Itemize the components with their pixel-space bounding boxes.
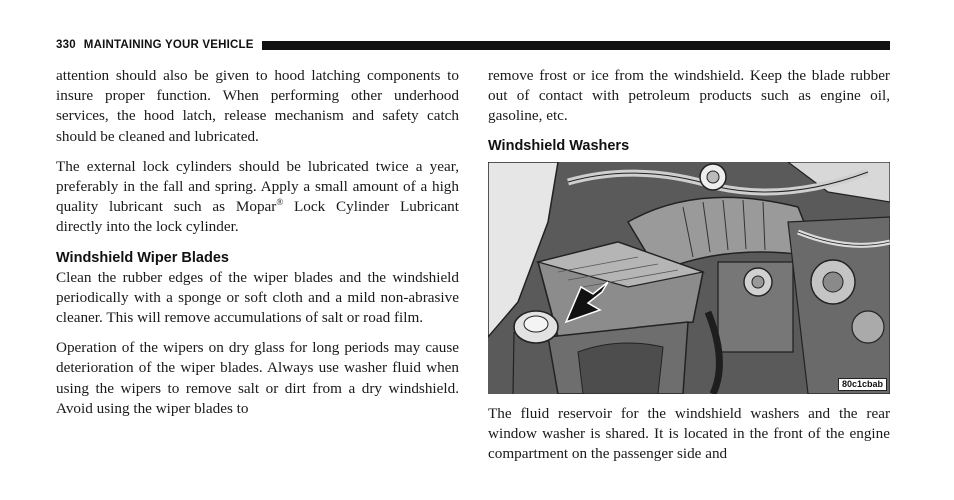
wiper-clean-paragraph: Clean the rubber edges of the wiper blades and the windshield periodically with a sponge or soft cloth and a mild non-abrasive cleaner. This will remove accumulations of salt or road film. (56, 268, 459, 327)
frost-paragraph: remove frost or ice from the windshield. Keep the blade rubber out of contact with petroleum products such as engine oil, gasoline, etc. (488, 67, 890, 125)
right-column (488, 66, 890, 464)
lock-cylinder-text-a: The external lock cylinders should be lubricated twice a year, preferably in the fall and spring. Apply a small amount of a high quality lubricant such as Mopar (56, 157, 459, 216)
wiper-blades-heading: Windshield Wiper Blades (56, 249, 229, 266)
wiper-operation-paragraph: Operation of the wipers on dry glass for long periods may cause deterioration of the wiper blades. Always use washer fluid when using the wipers to remove salt or dirt from a dry windshield. Avoid using the wiper blades to (56, 339, 459, 417)
windshield-washers-heading: Windshield Washers (488, 137, 630, 154)
lock-cylinder-paragraph (56, 157, 459, 238)
registered-mark: ® (276, 197, 284, 208)
header-rule (262, 41, 890, 50)
engine-illustration (488, 162, 890, 394)
left-column (56, 66, 459, 419)
page-number: 330 (56, 39, 76, 51)
page-header (56, 37, 890, 53)
figure-label: 80c1cbab (838, 378, 887, 391)
section-title: MAINTAINING YOUR VEHICLE (83, 39, 254, 51)
fluid-reservoir-paragraph: The fluid reservoir for the windshield washers and the rear window washer is shared. It is located in the front of the engine compartment on the passenger side and (488, 404, 890, 463)
hood-latch-paragraph: attention should also be given to hood latching components to insure proper function. When performing other underhood services, the hood latch, release mechanism and safety catch should be cleaned and lubricated. (56, 67, 459, 145)
lock-cylinder-text-b: Lock Cylinder Lubricant directly into the lock cylinder. (56, 198, 459, 236)
engine-compartment-figure (488, 162, 890, 394)
